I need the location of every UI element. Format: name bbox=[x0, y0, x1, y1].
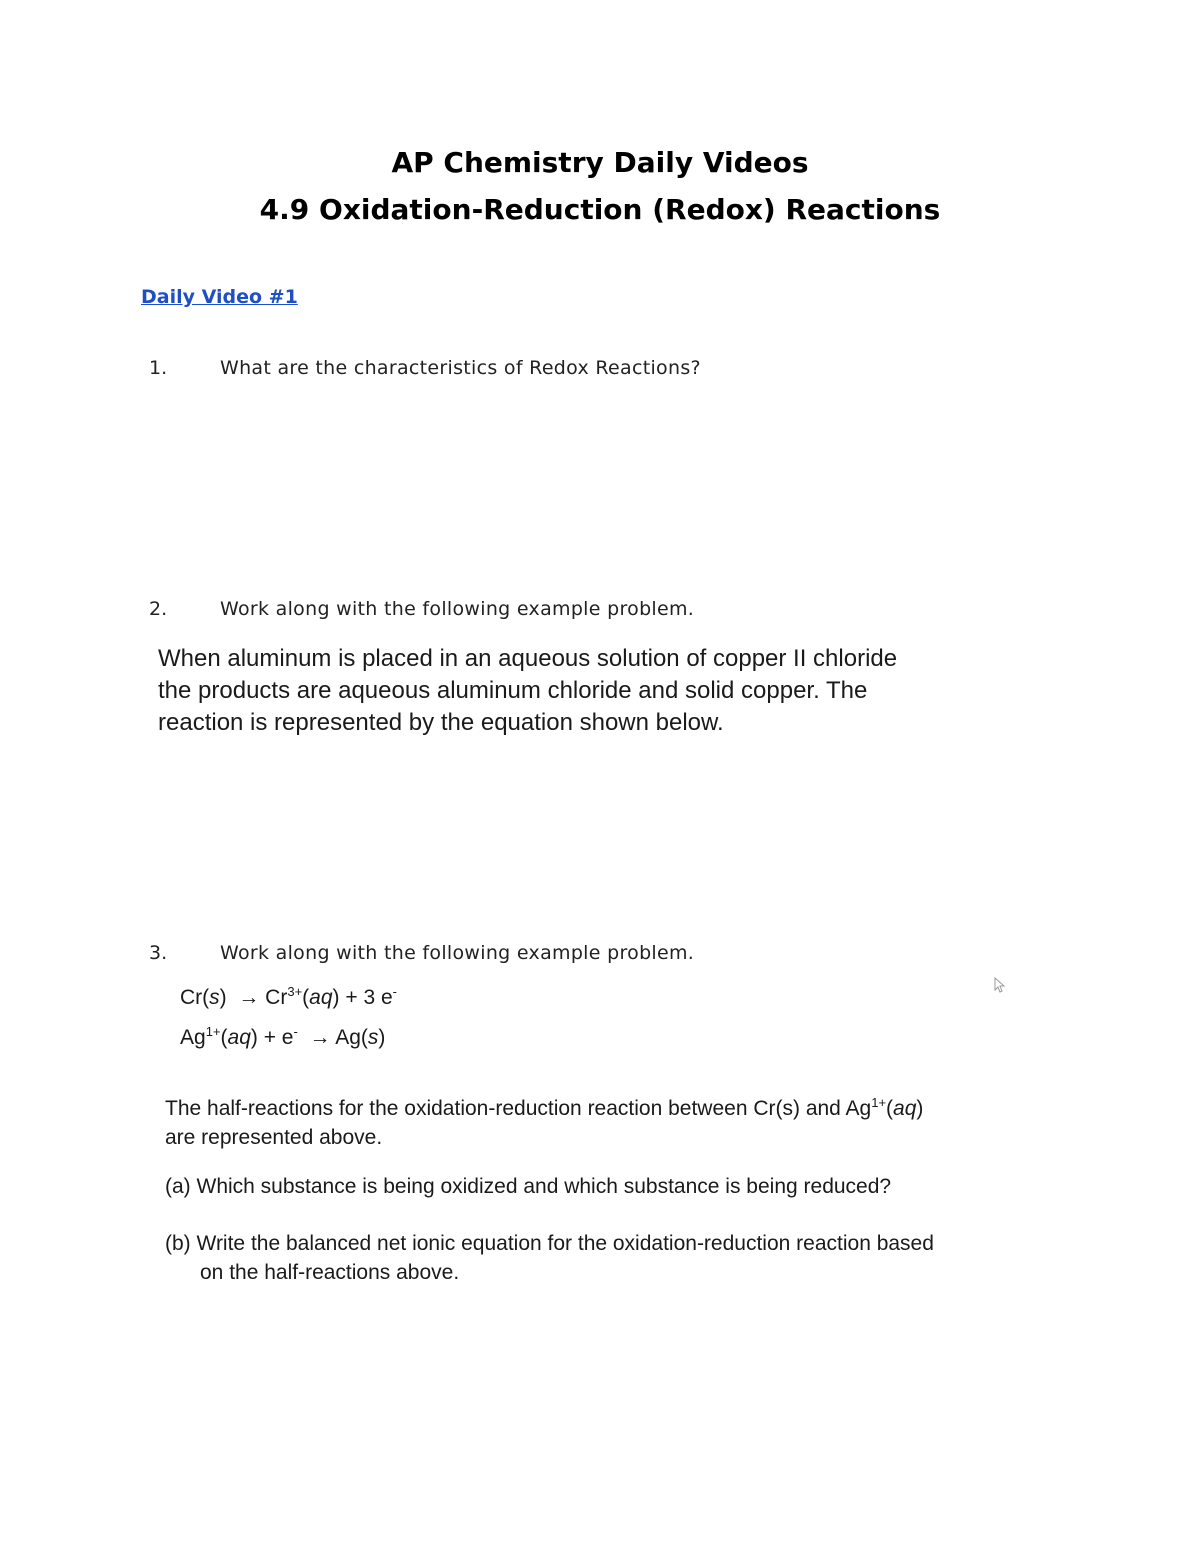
problem-3-part-a: (a) Which substance is being oxidized and which substance is being reduced? bbox=[165, 1175, 892, 1198]
question-2-number: 2. bbox=[149, 598, 168, 620]
problem-3-intro: The half-reactions for the oxidation-reduction reaction between Cr(s) and $Ag^{1+}(aq)$ are represented above. bbox=[165, 1095, 924, 1149]
problem-2-line: the products are aqueous aluminum chloride and solid copper. The bbox=[158, 677, 868, 704]
document-title: AP Chemistry Daily Videos bbox=[391, 146, 809, 179]
question-2-text: Work along with the following example problem. bbox=[220, 598, 695, 620]
question-3-text: Work along with the following example problem. bbox=[220, 942, 695, 964]
problem-3-part-b: (b) Write the balanced net ionic equation for the oxidation-reduction reaction based on the half-reactions above. bbox=[165, 1232, 934, 1284]
problem-2-line: When aluminum is placed in an aqueous solution of copper II chloride bbox=[158, 645, 898, 672]
half-reaction-2: $Ag^{1+}(aq) + e^- \to Ag(s)$ bbox=[180, 1024, 386, 1049]
question-1-text: What are the characteristics of Redox Reactions? bbox=[220, 357, 701, 379]
daily-video-link[interactable]: Daily Video #1 bbox=[141, 286, 298, 308]
problem-2-line: reaction is represented by the equation shown below. bbox=[158, 709, 724, 736]
question-1-number: 1. bbox=[149, 357, 168, 379]
cursor-arrow-icon bbox=[994, 977, 1006, 993]
document-subtitle: 4.9 Oxidation-Reduction (Redox) Reactions bbox=[259, 193, 941, 226]
problem-2-text bbox=[158, 643, 897, 739]
question-3-number: 3. bbox=[149, 942, 168, 964]
half-reaction-1: $Cr(s) \to Cr^{3+}(aq) + 3$ e- bbox=[180, 984, 398, 1009]
